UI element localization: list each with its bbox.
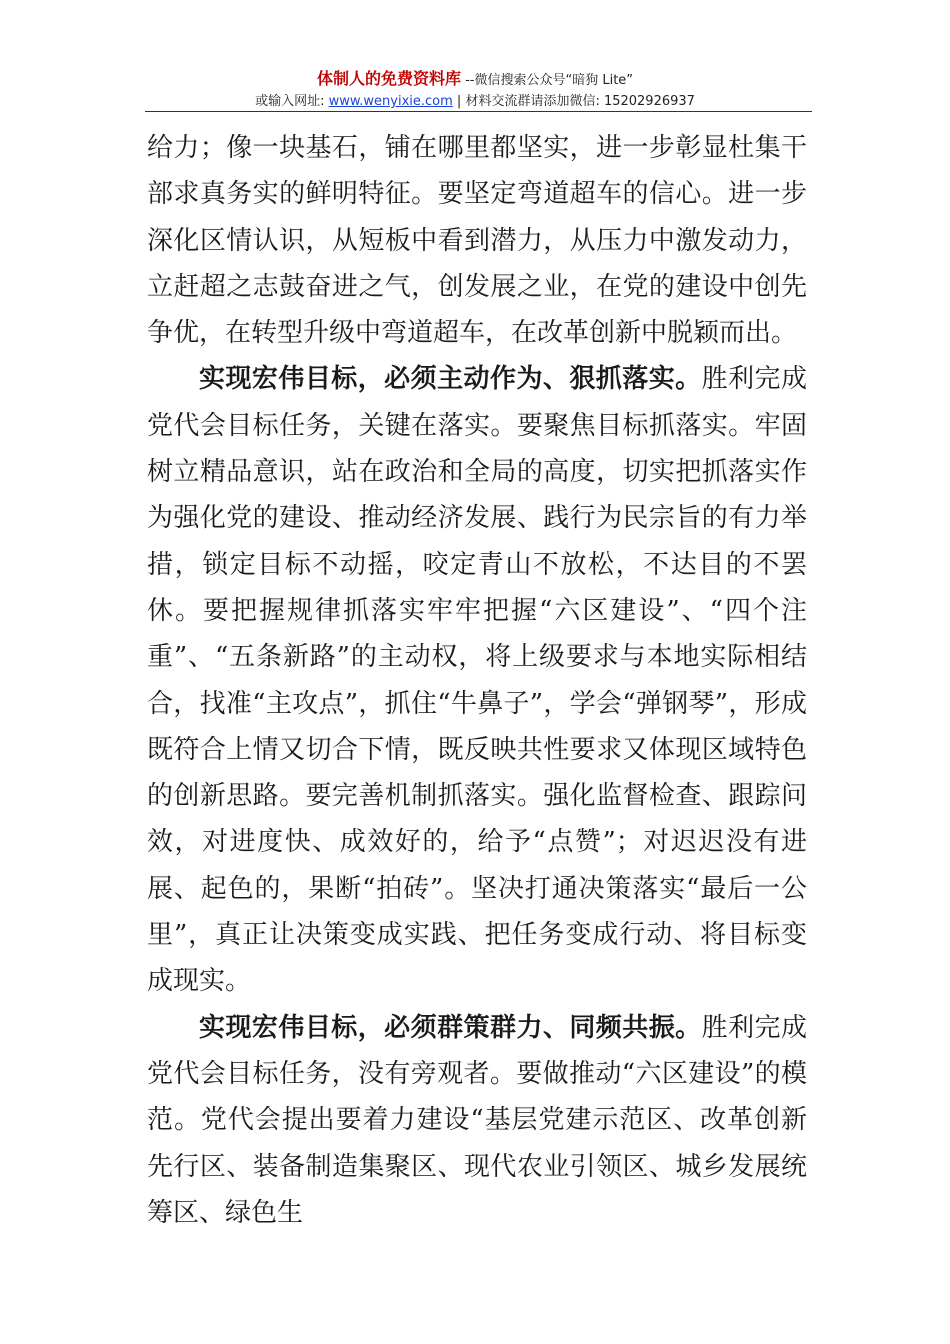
website-link[interactable]: www.wenyixie.com — [328, 94, 453, 109]
brand-title: 体制人的免费资料库 — [316, 69, 461, 88]
paragraph-continuation — [147, 125, 807, 356]
paragraph-text: 胜利完成党代会目标任务，没有旁观者。要做推动“六区建设”的模范。党代会提出要着力建设“基层党建示范区、改革创新先行区、装备制造集聚区、现代农业引领区、城乡发展统筹区、绿色生 — [147, 1012, 807, 1228]
paragraph-implementation — [147, 356, 807, 1004]
paragraph-lead: 实现宏伟目标，必须群策群力、同频共振。 — [199, 1012, 702, 1043]
paragraph-text: 给力；像一块基石，铺在哪里都坚实，进一步彰显杜集干部求真务实的鲜明特征。要坚定弯道超车的信心。进一步深化区情认识，从短板中看到潜力，从压力中激发动力，立赶超之志鼓奋进之气，创发展之业，在党的建设中创先争优，在转型升级中弯道超车，在改革创新中脱颖而出。 — [147, 133, 807, 349]
paragraph-collaboration — [147, 1005, 807, 1236]
paragraph-lead: 实现宏伟目标，必须主动作为、狠抓落实。 — [199, 364, 702, 395]
header-contact-line — [0, 92, 950, 112]
document-body — [147, 125, 807, 1236]
header-title-line — [0, 68, 950, 92]
header-divider — [145, 111, 812, 112]
paragraph-text: 胜利完成党代会目标任务，关键在落实。要聚焦目标抓落实。牢固树立精品意识，站在政治和全局的高度，切实把抓落实作为强化党的建设、推动经济发展、践行为民宗旨的有力举措，锁定目标不动摇，咬定青山不放松，不达目的不罢休。要把握规律抓落实牢牢把握“六区建设”、“四个注重”、“五条新路”的主动权，将上级要求与本地实际相结合，找准“主攻点”，抓住“牛鼻子”，学会“弹钢琴”，形成既符合上情又切合下情，既反映共性要求又体现区域特色的创新思路。要完善机制抓落实。强化监督检查、跟踪问效，对进度快、成效好的，给予“点赞”；对迟迟没有进展、起色的，果断“拍砖”。坚决打通决策落实“最后一公里”，真正让决策变成实践、把任务变成行动、将目标变成现实。 — [147, 364, 807, 997]
wechat-contact: | 材料交流群请添加微信: 15202926937 — [452, 94, 695, 109]
page-header — [0, 68, 950, 112]
url-prefix: 或输入网址: — [255, 94, 329, 109]
wechat-tagline: --微信搜索公众号“暗狗 Lite” — [460, 73, 634, 88]
